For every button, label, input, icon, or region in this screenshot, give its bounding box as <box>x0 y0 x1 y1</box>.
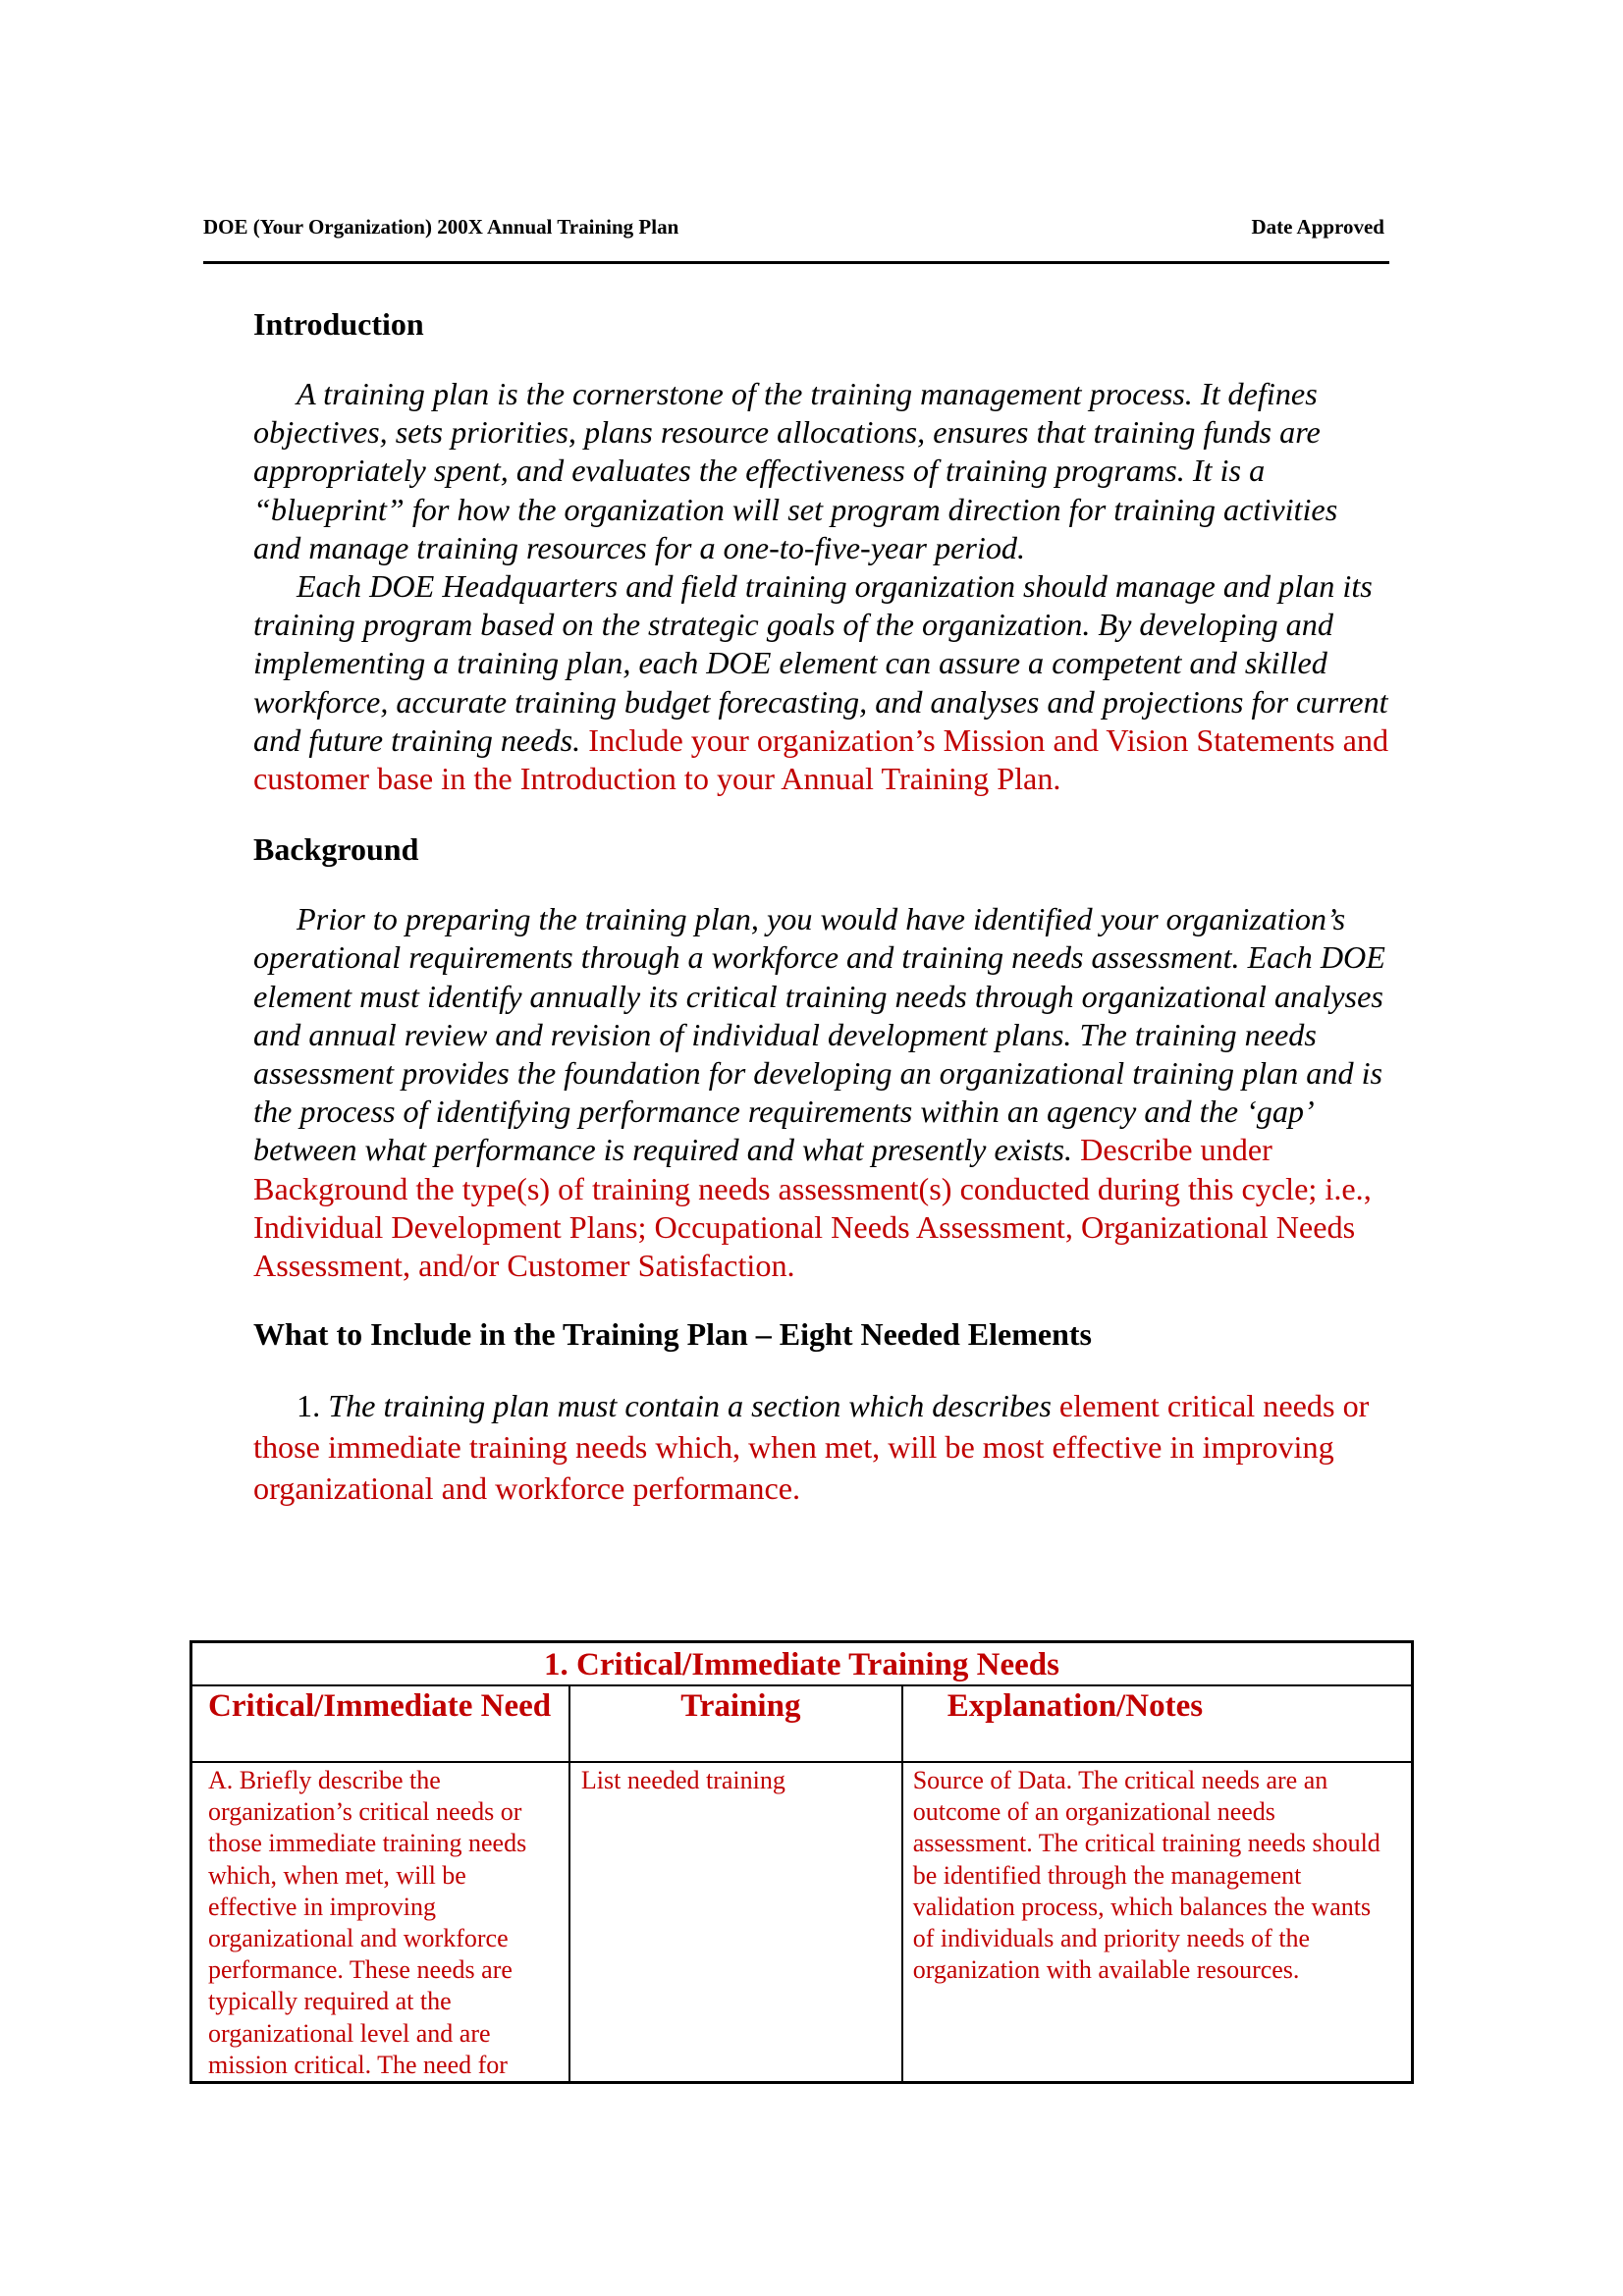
elements-heading: What to Include in the Training Plan – Eight Needed Elements <box>253 1316 1092 1353</box>
introduction-p2-instruction: Include your organization’s Mission and Vision Statements and customer base in the Introduction to your Annual Training Plan. <box>253 721 1389 797</box>
header-date-approved: Date Approved <box>1251 215 1384 239</box>
table-title: 1. Critical/Immediate Training Needs <box>191 1642 1413 1686</box>
background-heading: Background <box>253 831 419 868</box>
cell-need-description: A. Briefly describe the organization’s critical needs or those immediate training needs which, when met, will be effective in improving organizational and workforce performance. These needs are typically required at the organizational level and are mission critical. The need for <box>191 1762 569 2083</box>
background-instruction: Describe under Background the type(s) of training needs assessment(s) conducted during this cycle; i.e., Individual Development Plans; Occupational Needs Assessment, Organizational Needs Assessment, and/or Customer Satisfaction. <box>253 1132 1372 1284</box>
cell-explanation: Source of Data. The critical needs are an outcome of an organizational needs assessment. The critical training needs should be identified through the management validation process, which balances the wants of individuals and priority needs of the organization with available resources. <box>902 1762 1413 2083</box>
introduction-p1-text: A training plan is the cornerstone of the training management process. It defines objectives, sets priorities, plans resource allocations, ensures that training funds are appropriately spent, and evaluates the effectiveness of training programs. It is a “blueprint” for how the organization will set program direction for training activities and manage training resources for a one-to-five-year period. <box>253 376 1338 565</box>
critical-needs-table <box>189 1640 1414 2084</box>
introduction-paragraph-1 <box>253 375 1392 567</box>
elements-item-1-italic: The training plan must contain a section which describes <box>328 1388 1052 1424</box>
introduction-paragraph-2 <box>253 567 1392 798</box>
page-header <box>203 215 1389 264</box>
background-paragraph <box>253 900 1392 1285</box>
header-document-title: DOE (Your Organization) 200X Annual Training Plan <box>203 215 679 239</box>
document-body <box>253 304 1392 1509</box>
column-header-need: Critical/Immediate Need <box>191 1685 569 1762</box>
column-header-training: Training <box>569 1685 902 1762</box>
table-row <box>191 1762 1413 2083</box>
background-italic-text: Prior to preparing the training plan, you would have identified your organization’s operational requirements through a workforce and training needs assessment. Each DOE element must identify annually its critical training needs through organizational analyses and annual review and revision of individual development plans. The training needs assessment provides the foundation for developing an organizational training plan and is the process of identifying performance requirements within an agency and the ‘gap’ between what performance is required and what presently exists. <box>253 901 1385 1168</box>
elements-item-1-number: 1. <box>297 1388 321 1424</box>
cell-training: List needed training <box>569 1762 902 2083</box>
table-title-row <box>191 1642 1413 1686</box>
introduction-heading: Introduction <box>253 306 424 342</box>
introduction-p2-italic-text: Each DOE Headquarters and field training organization should manage and plan its training program based on the strategic goals of the organization. By developing and implementing a training plan, each DOE element can assure a competent and skilled workforce, accurate training budget forecasting, and analyses and projections for current and future training needs. <box>253 568 1388 758</box>
elements-item-1 <box>253 1385 1392 1509</box>
table-header-row <box>191 1685 1413 1762</box>
column-header-explanation: Explanation/Notes <box>902 1685 1413 1762</box>
elements-item-1-instruction: element critical needs or those immediate training needs which, when met, will be most effective in improving organizational and workforce performance. <box>253 1388 1370 1507</box>
